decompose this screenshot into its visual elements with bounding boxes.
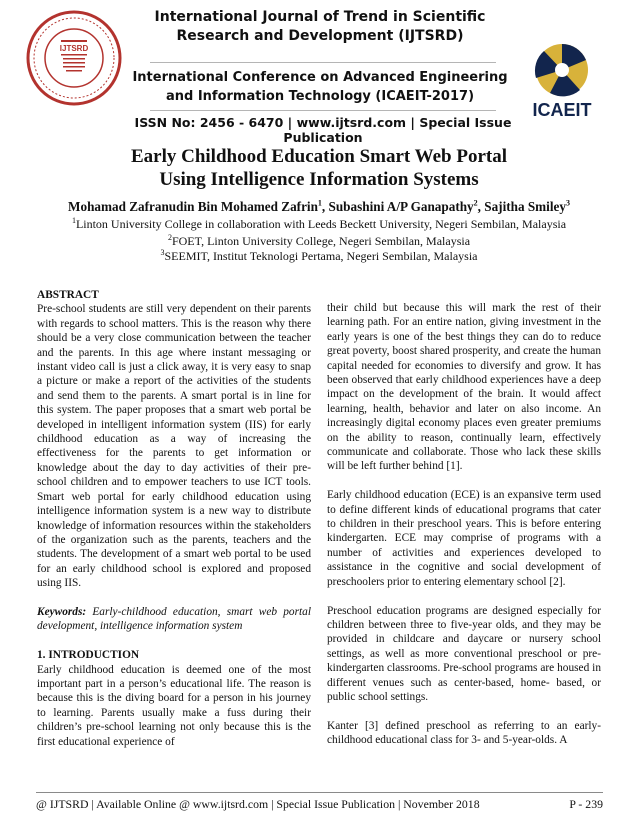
page-footer xyxy=(36,797,603,812)
author-sup: 1 xyxy=(317,198,322,208)
author-name: Sajitha Smiley xyxy=(484,199,566,214)
affiliation-sup: 1 xyxy=(71,216,76,225)
affiliation-text: SEEMIT, Institut Teknologi Pertama, Negeri Sembilan, Malaysia xyxy=(164,249,478,263)
journal-title-line2: Research and Development (IJTSRD) xyxy=(176,28,464,44)
header-divider xyxy=(150,110,496,111)
intro-heading: 1. INTRODUCTION xyxy=(37,649,140,662)
paper-title-line2: Using Intelligence Information Systems xyxy=(159,169,479,190)
affiliation-sup: 3 xyxy=(160,248,165,257)
keywords-label: Keywords: xyxy=(37,605,87,618)
author-list xyxy=(0,199,638,215)
issn-line: ISSN No: 2456 - 6470 | www.ijtsrd.com | Special Issue Publication xyxy=(134,115,512,145)
affiliation-sup: 2 xyxy=(167,233,172,242)
affiliation xyxy=(0,217,638,232)
right-column xyxy=(327,301,601,748)
icaeit-logo-text: ICAEIT xyxy=(532,100,592,120)
journal-title-line1: International Journal of Trend in Scientific xyxy=(154,9,486,25)
intro-text: Early childhood education is deemed one of the most important part in a person’s educational life. The reason is because this is the diving board for a person in his journey to learning. Parents usually make a fuss during their children’s pre-school learning not only because this is the first educational experience of xyxy=(37,663,311,748)
ijtsrd-logo xyxy=(26,10,122,106)
paper-title-line1: Early Childhood Education Smart Web Portal xyxy=(130,146,507,167)
keywords xyxy=(37,605,311,634)
body-paragraph: Preschool education programs are designed especially for children between three to five-year olds, and they may be provided in childcare and daycare or nursery school settings, as well as more conventional preschool or pre- kindergarten classrooms. Pre-school programs are housed in different venues such as center-based, home- based, or public school settings. xyxy=(327,604,601,703)
abstract-heading: ABSTRACT xyxy=(37,289,99,301)
keywords-text: Early-childhood education, smart web portal development, intelligence information system xyxy=(37,605,311,633)
header-divider xyxy=(150,62,496,63)
author-name: Mohamad Zafranudin Bin Mohamed Zafrin xyxy=(68,199,318,214)
ijtsrd-logo-text: IJTSRD xyxy=(59,44,89,53)
affiliation-text: Linton University College in collaboration with Leeds Beckett University, Negeri Sembilan, Malaysia xyxy=(75,217,567,231)
conference-title-line1: International Conference on Advanced Engineering xyxy=(132,70,508,85)
affiliation xyxy=(0,249,638,264)
affiliation xyxy=(0,234,638,249)
page-number: P - 239 xyxy=(569,797,603,811)
author-separator: , xyxy=(321,199,329,214)
body-paragraph: Early childhood education (ECE) is an expansive term used to define different kinds of educational programs that cater to children in their preschool years. This is before entering kindergarten. ECE may comprise of programs with a number of activities and experiences developed to assistance in the cognitive and social development of preschoolers prior to entering elementary school [2]. xyxy=(327,489,601,588)
author-separator: , xyxy=(477,199,485,214)
author-name: Subashini A/P Ganapathy xyxy=(328,199,474,214)
body-paragraph: Kanter [3] defined preschool as referring to an early-childhood educational class for 3- and 5-year-olds. A xyxy=(327,719,601,747)
body-paragraph: their child but because this will mark the rest of their learning path. For an entire nation, giving investment in the early years is one of the best things they can do to reduce great poverty, boost shared prosperity, and create the human capital needed for economies to diversify and grow. It has been observed that early childhood experiences have a deep impact on the development of the brain. It would affect learning, health, behavior and later on also income. An increasingly digital economy places even greater premiums on the ability to reason, continually learn, effectively communicate and collaborate. Those who lack these skills will be left further behind [1]. xyxy=(327,302,601,473)
journal-title xyxy=(120,8,520,46)
author-sup: 2 xyxy=(473,198,478,208)
abstract-text: Pre-school students are still very dependent on their parents with regards to school matters. This is the reason why there should be a very close communication between the teacher and the parents. In this age where instant messaging or instant video call is just a click away, it is very easy to snap a picture or make a report of the activities of the students and send them to the parents. A smart portal is in line for this system. The paper proposes that a smart web portal be developed in intelligent information system (IIS) for early childhood education as a way of increasing the effectiveness for the parents to get information or knowledge about the day to day activities of their pre-school children and to empower teachers to use ICT tools. Smart web portal for early childhood education using intelligence information system is a new way to distribute knowledge of information resources within the stakeholders of the organization such as the parents, teachers and the students. The development of a smart web portal to be used for an early childhood school is explored and proposed using IIS. xyxy=(37,303,311,590)
conference-title xyxy=(120,68,520,106)
footer-divider xyxy=(36,792,603,793)
affiliation-text: FOET, Linton University College, Negeri Sembilan, Malaysia xyxy=(171,234,471,248)
author-sup: 3 xyxy=(565,198,570,208)
conference-title-line2: and Information Technology (ICAEIT-2017) xyxy=(165,89,475,104)
icaeit-logo xyxy=(506,38,618,122)
footer-text: @ IJTSRD | Available Online @ www.ijtsrd.com | Special Issue Publication | November 2018 xyxy=(36,797,480,811)
left-column xyxy=(37,288,311,749)
